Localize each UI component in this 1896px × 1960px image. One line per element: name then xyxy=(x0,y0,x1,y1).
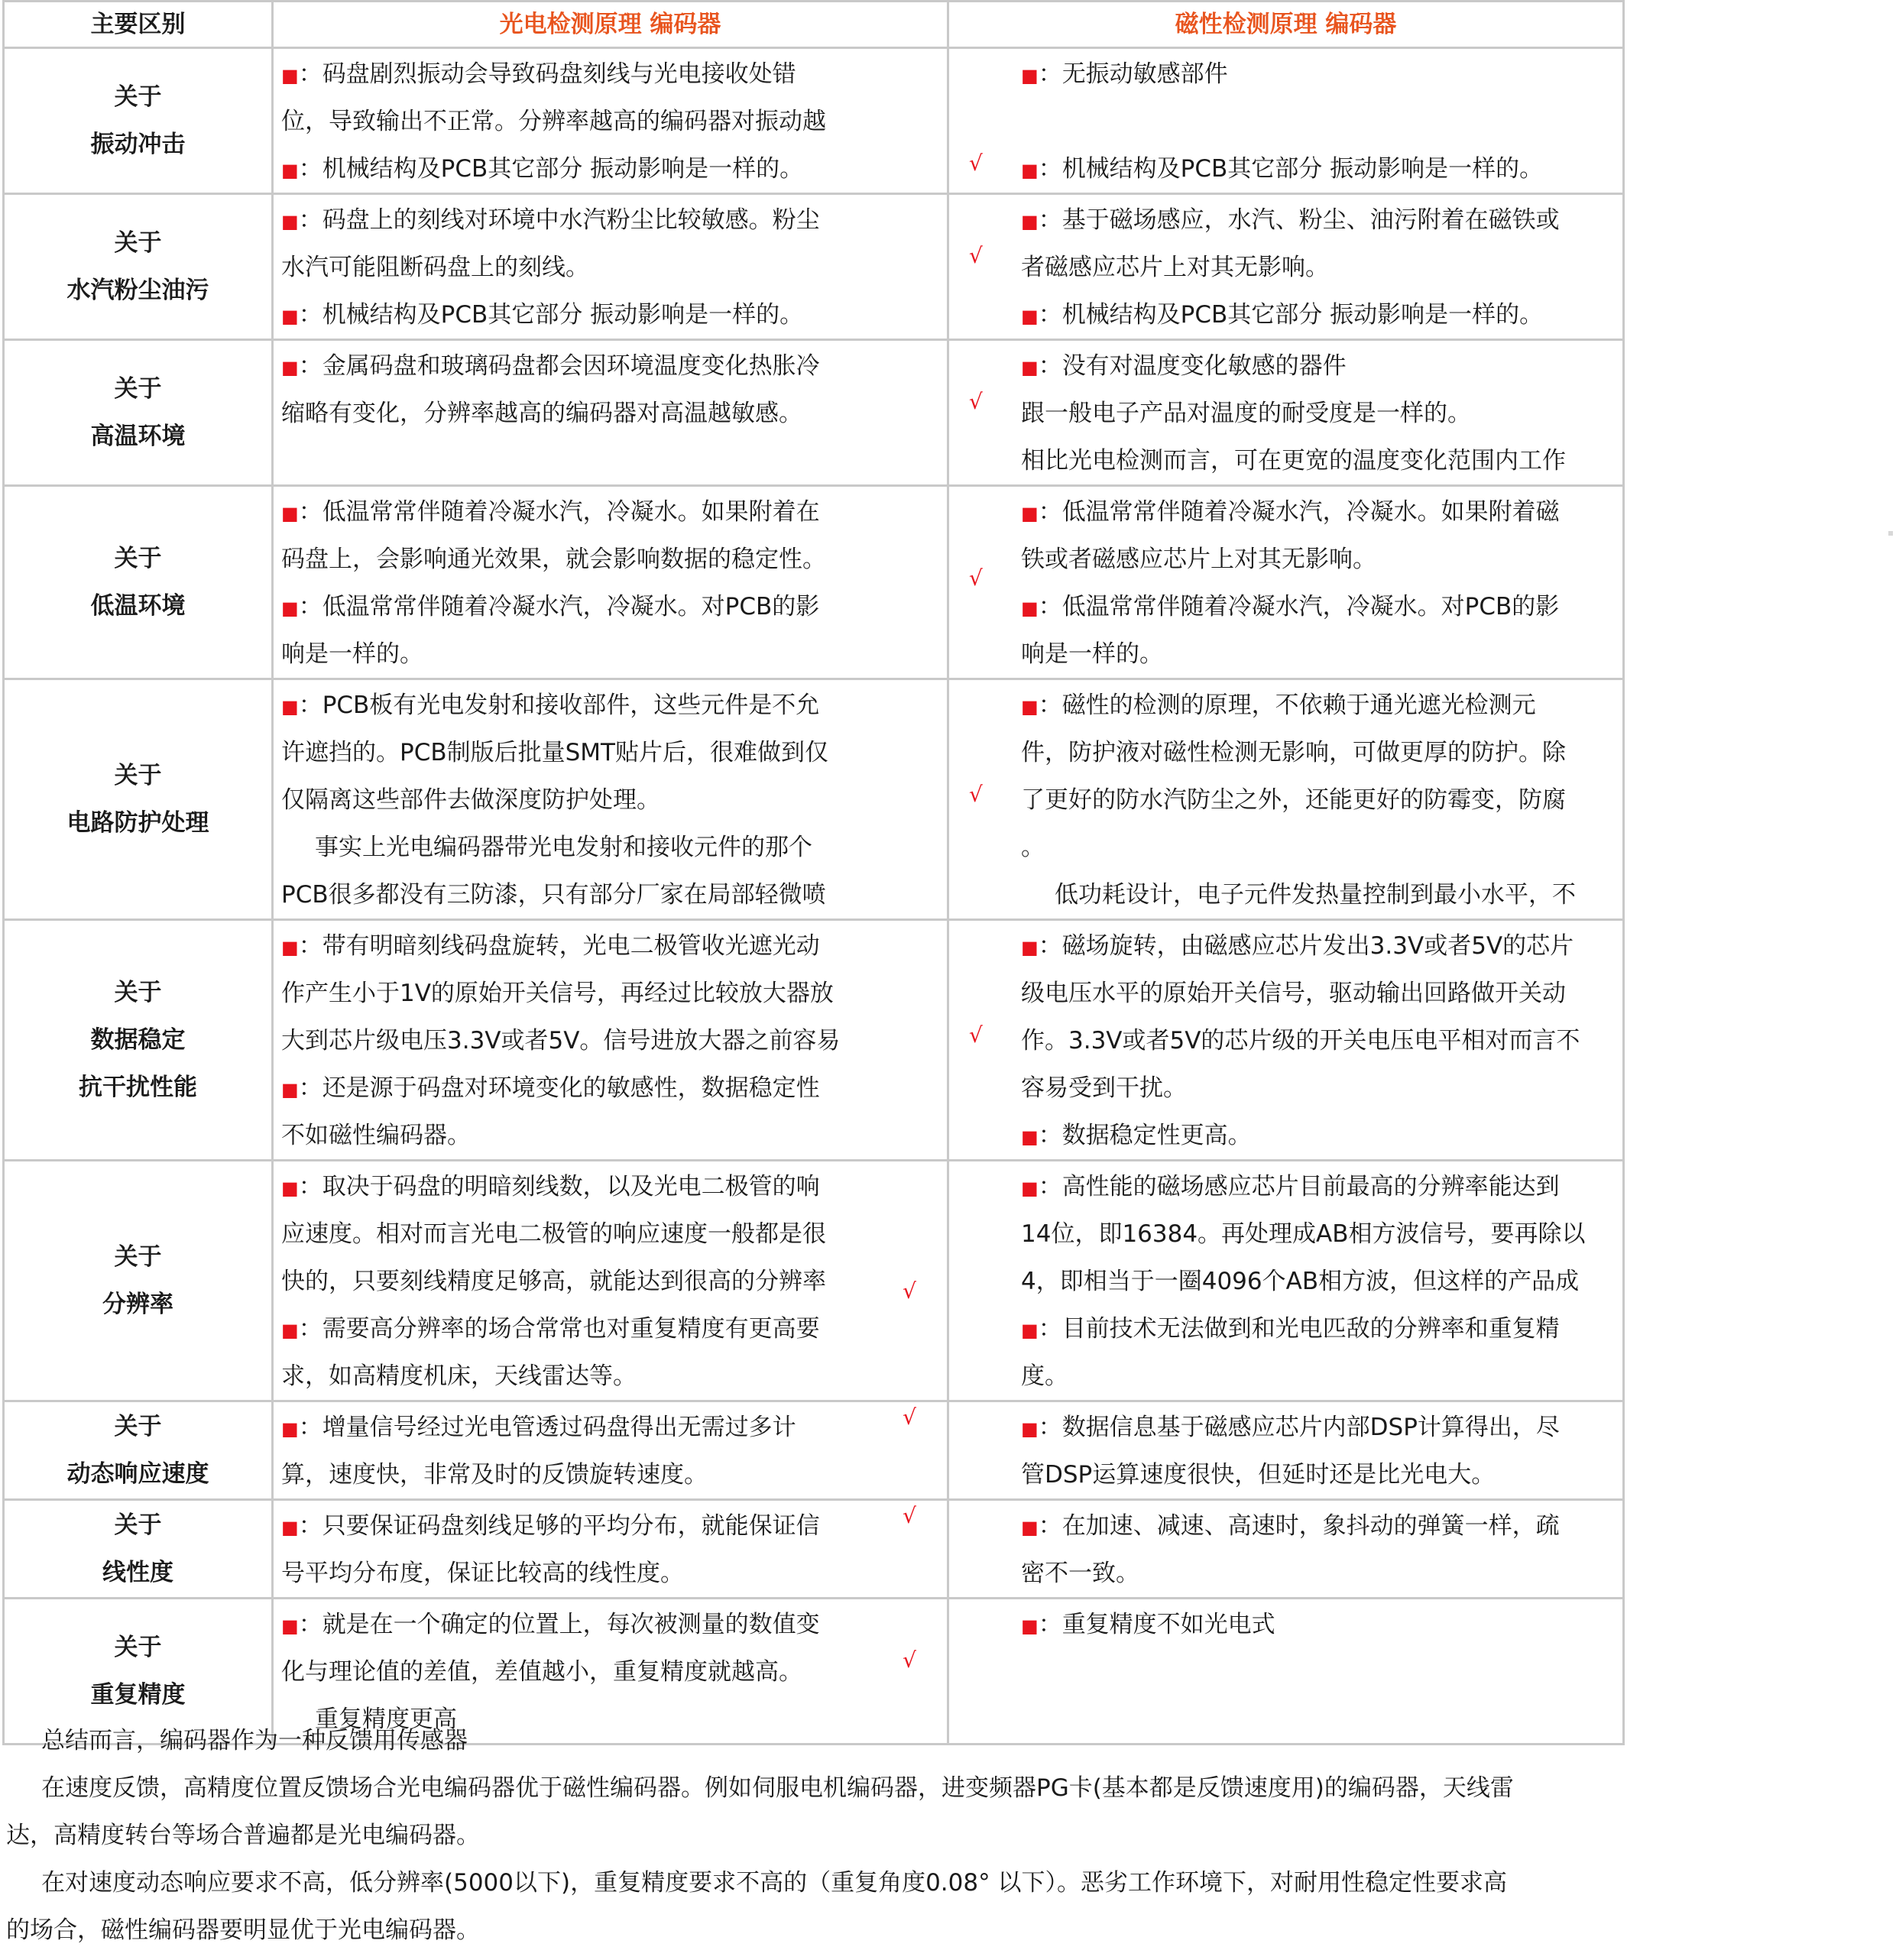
text-line xyxy=(1021,50,1615,98)
text-line xyxy=(281,1550,939,1597)
line-text: 高性能的磁场感应芯片目前最高的分辨率能达到 xyxy=(1061,1173,1560,1200)
line-text: 增量信号经过光电管透过码盘得出无需过多计 xyxy=(322,1414,796,1441)
colon: ： xyxy=(1038,593,1062,620)
line-text: 需要高分辨率的场合常常也对重复精度有更高要 xyxy=(322,1315,820,1343)
line-text: 14位，即16384。再处理成AB相方波信号，要再除以 xyxy=(1021,1220,1586,1248)
optical-cell xyxy=(273,1161,948,1401)
bullet-icon: ■ xyxy=(1021,696,1039,718)
colon: ： xyxy=(1038,1611,1062,1638)
bullet-icon: ■ xyxy=(1021,211,1039,232)
line-text: 号平均分布度，保证比较高的线性度。 xyxy=(281,1560,684,1587)
text-line xyxy=(1021,1353,1615,1400)
optical-cell xyxy=(273,194,948,340)
header-optical-cell xyxy=(273,2,948,48)
text-line xyxy=(281,488,939,536)
colon: ： xyxy=(298,692,322,719)
line-text: 级电压水平的原始开关信号，驱动输出回路做开关动 xyxy=(1021,980,1566,1007)
text-line xyxy=(281,970,939,1017)
line-text: 码盘剧烈振动会导致码盘刻线与光电接收处错 xyxy=(322,60,796,88)
text-line xyxy=(1021,630,1615,678)
line-text: 跟一般电子产品对温度的耐受度是一样的。 xyxy=(1021,400,1471,427)
colon: ： xyxy=(298,206,322,234)
line-text: 容易受到干扰。 xyxy=(1021,1074,1187,1102)
colon: ： xyxy=(298,155,322,183)
line-text: 磁性的检测的原理，不依赖于通光遮光检测元 xyxy=(1061,692,1536,719)
optical-text xyxy=(274,487,947,678)
table-row xyxy=(4,1161,1624,1401)
text-line xyxy=(281,98,939,145)
category-cell xyxy=(4,1401,273,1500)
line-text: 机械结构及PCB其它部分 振动影响是一样的。 xyxy=(322,301,804,329)
category-cell xyxy=(4,48,273,194)
bullet-icon: ■ xyxy=(1021,503,1039,524)
text-line xyxy=(281,824,939,871)
text-line xyxy=(281,1305,939,1353)
optical-cell xyxy=(273,340,948,486)
bullet-icon: ■ xyxy=(1021,1418,1039,1440)
line-text: 在加速、减速、高速时，象抖动的弹簧一样，疏 xyxy=(1061,1512,1560,1540)
header-main-label: 主要区别 xyxy=(90,11,186,38)
table-row xyxy=(4,194,1624,340)
text-line xyxy=(1021,970,1615,1017)
line-text: 铁或者磁感应芯片上对其无影响。 xyxy=(1021,546,1376,573)
magnetic-cell xyxy=(948,48,1624,194)
line-text: 只要保证码盘刻线足够的平均分布，就能保证信 xyxy=(322,1512,820,1540)
text-line xyxy=(281,1353,939,1400)
text-line xyxy=(1021,145,1615,193)
checkmark-icon: √ xyxy=(969,1022,983,1048)
magnetic-text xyxy=(949,1161,1622,1400)
text-line xyxy=(281,1451,939,1498)
bullet-icon: ■ xyxy=(281,65,299,86)
category-label: 关于 xyxy=(114,229,162,257)
table-row xyxy=(4,920,1624,1161)
colon: ： xyxy=(298,932,322,960)
text-line xyxy=(281,1404,939,1451)
summary-section xyxy=(6,1717,1626,1954)
summary-line: 达，高精度转台等场合普遍都是光电编码器。 xyxy=(6,1822,480,1849)
category-label: 动态响应速度 xyxy=(66,1460,209,1488)
line-text: 低温常常伴随着冷凝水汽，冷凝水。如果附着在 xyxy=(322,498,820,526)
line-text: 重复精度不如光电式 xyxy=(1061,1611,1275,1638)
category-label: 关于 xyxy=(114,545,162,572)
text-line xyxy=(1021,682,1615,729)
text-line xyxy=(1021,776,1615,824)
text-line xyxy=(1021,1112,1615,1159)
category-label: 关于 xyxy=(114,1413,162,1440)
magnetic-text xyxy=(949,1402,1622,1498)
category-cell xyxy=(4,920,273,1161)
line-text: 带有明暗刻线码盘旋转，光电二极管收光遮光动 xyxy=(322,932,820,960)
magnetic-cell xyxy=(948,679,1624,920)
bullet-icon: ■ xyxy=(1021,1517,1039,1538)
colon: ： xyxy=(1038,692,1062,719)
text-line xyxy=(281,1648,939,1696)
category-cell xyxy=(4,1500,273,1599)
category-label: 关于 xyxy=(114,1243,162,1271)
colon: ： xyxy=(298,498,322,526)
bullet-icon: ■ xyxy=(1021,357,1039,378)
line-text: 无振动敏感部件 xyxy=(1061,60,1228,88)
text-line xyxy=(281,776,939,824)
category-label: 抗干扰性能 xyxy=(79,1074,197,1101)
optical-text xyxy=(274,49,947,193)
text-line xyxy=(1021,871,1615,918)
category-cell xyxy=(4,486,273,679)
checkmark-icon: √ xyxy=(903,1503,916,1528)
category-cell xyxy=(4,1161,273,1401)
line-text: 求，如高精度机床，天线雷达等。 xyxy=(281,1362,637,1390)
line-text: 码盘上的刻线对环境中水汽粉尘比较敏感。粉尘 xyxy=(322,206,820,234)
bullet-icon: ■ xyxy=(1021,160,1039,181)
header-magnetic-label: 磁性检测原理 编码器 xyxy=(1175,11,1397,38)
checkmark-icon: √ xyxy=(903,1278,916,1304)
checkmark-icon: √ xyxy=(969,151,983,176)
text-line xyxy=(1021,437,1615,484)
magnetic-cell xyxy=(948,340,1624,486)
text-line xyxy=(281,922,939,970)
magnetic-text xyxy=(949,49,1622,193)
checkmark-icon: √ xyxy=(903,1647,916,1673)
category-label: 关于 xyxy=(114,1634,162,1661)
line-text: 密不一致。 xyxy=(1021,1560,1139,1587)
optical-text xyxy=(274,921,947,1159)
checkmark-icon: √ xyxy=(969,565,983,591)
magnetic-text xyxy=(949,341,1622,484)
table-row xyxy=(4,486,1624,679)
line-text: 件，防护液对磁性检测无影响，可做更厚的防护。除 xyxy=(1021,739,1566,766)
text-line xyxy=(281,1601,939,1648)
text-line xyxy=(281,291,939,339)
colon: ： xyxy=(298,301,322,329)
line-text: 大到芯片级电压3.3V或者5V。信号进放大器之前容易 xyxy=(281,1027,841,1055)
colon: ： xyxy=(298,593,322,620)
optical-text xyxy=(274,195,947,339)
text-line xyxy=(281,1210,939,1258)
magnetic-cell xyxy=(948,1401,1624,1500)
line-text: 仅隔离这些部件去做深度防护处理。 xyxy=(281,786,660,814)
text-line xyxy=(1021,1210,1615,1258)
text-line xyxy=(281,244,939,291)
bullet-icon: ■ xyxy=(1021,1615,1039,1637)
line-text: 低温常常伴随着冷凝水汽，冷凝水。如果附着磁 xyxy=(1061,498,1560,526)
bullet-icon: ■ xyxy=(1021,1320,1039,1341)
text-line xyxy=(1021,1451,1615,1498)
colon: ： xyxy=(298,1315,322,1343)
colon: ： xyxy=(298,1414,322,1441)
table-row xyxy=(4,1401,1624,1500)
optical-text xyxy=(274,1501,947,1597)
line-text: 者磁感应芯片上对其无影响。 xyxy=(1021,254,1329,281)
text-line xyxy=(281,1017,939,1064)
category-label: 水汽粉尘油污 xyxy=(66,277,209,304)
edge-dot-decoration xyxy=(1888,531,1893,536)
magnetic-cell xyxy=(948,1161,1624,1401)
line-text: PCB板有光电发射和接收部件，这些元件是不允 xyxy=(322,692,820,719)
magnetic-text xyxy=(949,195,1622,339)
optical-cell xyxy=(273,486,948,679)
checkmark-icon: √ xyxy=(969,389,983,414)
line-text: PCB很多都没有三防漆，只有部分厂家在局部轻微喷 xyxy=(281,881,826,909)
bullet-icon: ■ xyxy=(281,306,299,327)
bullet-icon: ■ xyxy=(281,160,299,181)
text-line xyxy=(1021,244,1615,291)
line-text: 快的，只要刻线精度足够高，就能达到很高的分辨率 xyxy=(281,1268,826,1295)
line-text: 低温常常伴随着冷凝水汽，冷凝水。对PCB的影 xyxy=(322,593,820,620)
text-line xyxy=(1021,98,1615,145)
summary-line: 在对速度动态响应要求不高，低分辨率(5000以下)，重复精度要求不高的（重复角度0.08° 以下）。恶劣工作环境下，对耐用性稳定性要求高 xyxy=(41,1869,1507,1897)
text-line xyxy=(281,583,939,630)
line-text: 。 xyxy=(1021,834,1045,861)
optical-cell xyxy=(273,1500,948,1599)
bullet-icon: ■ xyxy=(281,1320,299,1341)
summary-line: 总结而言，编码器作为一种反馈用传感器 xyxy=(41,1727,468,1754)
table-row xyxy=(4,48,1624,194)
colon: ： xyxy=(1038,352,1062,380)
summary-line: 在速度反馈，高精度位置反馈场合光电编码器优于磁性编码器。例如伺服电机编码器，进变频器PG卡(基本都是反馈速度用)的编码器，天线雷 xyxy=(41,1774,1514,1802)
text-line xyxy=(281,196,939,244)
line-text: 化与理论值的差值，差值越小，重复精度就越高。 xyxy=(281,1658,802,1686)
text-line xyxy=(1021,1305,1615,1353)
line-text: 许遮挡的。PCB制版后批量SMT贴片后，很难做到仅 xyxy=(281,739,828,766)
text-line xyxy=(281,1112,939,1159)
category-label: 低温环境 xyxy=(90,592,186,620)
text-line xyxy=(281,1064,939,1112)
bullet-icon: ■ xyxy=(1021,65,1039,86)
colon: ： xyxy=(1038,206,1062,234)
bullet-icon: ■ xyxy=(281,503,299,524)
text-line xyxy=(281,1502,939,1550)
text-line xyxy=(1021,536,1615,583)
colon: ： xyxy=(1038,1414,1062,1441)
text-line xyxy=(1021,1502,1615,1550)
comparison-table xyxy=(2,0,1625,1745)
line-text: 相比光电检测而言，可在更宽的温度变化范围内工作 xyxy=(1021,447,1566,475)
bullet-icon: ■ xyxy=(281,1517,299,1538)
category-label: 关于 xyxy=(114,375,162,403)
header-main-cell xyxy=(4,2,273,48)
optical-text xyxy=(274,1402,947,1498)
summary-line: 的场合，磁性编码器要明显优于光电编码器。 xyxy=(6,1916,480,1944)
line-text: 响是一样的。 xyxy=(281,640,423,668)
text-line xyxy=(281,390,939,437)
text-line xyxy=(1021,1258,1615,1305)
table-row xyxy=(4,679,1624,920)
text-line xyxy=(281,145,939,193)
magnetic-text xyxy=(949,1501,1622,1597)
text-line xyxy=(1021,1404,1615,1451)
magnetic-cell xyxy=(948,1500,1624,1599)
text-line xyxy=(1021,1601,1615,1648)
category-label: 分辨率 xyxy=(102,1291,173,1318)
bullet-icon: ■ xyxy=(1021,1178,1039,1199)
line-text: 码盘上，会影响通光效果，就会影响数据的稳定性。 xyxy=(281,546,826,573)
line-text: 基于磁场感应，水汽、粉尘、油污附着在磁铁或 xyxy=(1061,206,1560,234)
text-line xyxy=(1021,342,1615,390)
text-line xyxy=(1021,824,1615,871)
colon: ： xyxy=(298,60,322,88)
line-text: 低温常常伴随着冷凝水汽，冷凝水。对PCB的影 xyxy=(1061,593,1560,620)
magnetic-cell xyxy=(948,486,1624,679)
colon: ： xyxy=(298,352,322,380)
category-label: 关于 xyxy=(114,979,162,1006)
colon: ： xyxy=(1038,1315,1062,1343)
line-text: 没有对温度变化敏感的器件 xyxy=(1061,352,1347,380)
table-row xyxy=(4,1500,1624,1599)
bullet-icon: ■ xyxy=(1021,598,1039,619)
colon: ： xyxy=(298,1512,322,1540)
text-line xyxy=(1021,583,1615,630)
text-line xyxy=(281,1163,939,1210)
magnetic-text xyxy=(949,487,1622,678)
colon: ： xyxy=(298,1074,322,1102)
line-text: 事实上光电编码器带光电发射和接收元件的那个 xyxy=(315,834,812,861)
header-magnetic-cell xyxy=(948,2,1624,48)
text-line xyxy=(1021,1017,1615,1064)
checkmark-icon: √ xyxy=(903,1404,916,1430)
line-text: 作产生小于1V的原始开关信号，再经过比较放大器放 xyxy=(281,980,834,1007)
text-line xyxy=(281,682,939,729)
optical-cell xyxy=(273,1401,948,1500)
category-label: 线性度 xyxy=(102,1559,173,1586)
line-text: 算，速度快，非常及时的反馈旋转速度。 xyxy=(281,1461,708,1489)
magnetic-text xyxy=(949,680,1622,918)
text-line xyxy=(1021,1550,1615,1597)
line-text: 机械结构及PCB其它部分 振动影响是一样的。 xyxy=(1061,301,1544,329)
category-label: 电路防护处理 xyxy=(66,809,209,837)
text-line xyxy=(281,342,939,390)
magnetic-text xyxy=(949,921,1622,1159)
category-label: 关于 xyxy=(114,1511,162,1539)
text-line xyxy=(1021,729,1615,776)
bullet-icon: ■ xyxy=(1021,937,1039,958)
line-text: 水汽可能阻断码盘上的刻线。 xyxy=(281,254,589,281)
line-text: 低功耗设计，电子元件发热量控制到最小水平，不 xyxy=(1055,881,1576,909)
line-text: 金属码盘和玻璃码盘都会因环境温度变化热胀冷 xyxy=(322,352,820,380)
bullet-icon: ■ xyxy=(281,1418,299,1440)
line-text: 磁场旋转，由磁感应芯片发出3.3V或者5V的芯片 xyxy=(1061,932,1574,960)
line-text: 了更好的防水汽防尘之外，还能更好的防霉变，防腐 xyxy=(1021,786,1566,814)
header-optical-label: 光电检测原理 编码器 xyxy=(499,11,721,38)
bullet-icon: ■ xyxy=(1021,1126,1039,1148)
bullet-icon: ■ xyxy=(281,211,299,232)
colon: ： xyxy=(1038,60,1062,88)
text-line xyxy=(281,729,939,776)
text-line xyxy=(1021,390,1615,437)
text-line xyxy=(1021,1064,1615,1112)
line-text: 重复精度更高 xyxy=(315,1706,457,1733)
bullet-icon: ■ xyxy=(281,696,299,718)
line-text: 数据信息基于磁感应芯片内部DSP计算得出，尽 xyxy=(1061,1414,1560,1441)
category-label: 振动冲击 xyxy=(90,131,186,158)
optical-cell xyxy=(273,920,948,1161)
text-line xyxy=(1021,1163,1615,1210)
line-text: 目前技术无法做到和光电匹敌的分辨率和重复精 xyxy=(1061,1315,1560,1343)
magnetic-text xyxy=(949,1599,1622,1648)
line-text: 缩略有变化，分辨率越高的编码器对高温越敏感。 xyxy=(281,400,802,427)
bullet-icon: ■ xyxy=(281,1079,299,1100)
category-cell xyxy=(4,194,273,340)
line-text: 作。3.3V或者5V的芯片级的开关电压电平相对而言不 xyxy=(1021,1027,1580,1055)
bullet-icon: ■ xyxy=(281,937,299,958)
text-line xyxy=(1021,922,1615,970)
colon: ： xyxy=(1038,498,1062,526)
line-text: 位，导致输出不正常。分辨率越高的编码器对振动越 xyxy=(281,108,826,135)
table-row xyxy=(4,340,1624,486)
text-line xyxy=(1021,291,1615,339)
category-label: 关于 xyxy=(114,83,162,111)
category-cell xyxy=(4,340,273,486)
line-text: 4，即相当于一圈4096个AB相方波，但这样的产品成 xyxy=(1021,1268,1580,1295)
colon: ： xyxy=(1038,1512,1062,1540)
text-line xyxy=(281,630,939,678)
line-text: 不如磁性编码器。 xyxy=(281,1122,471,1149)
line-text: 响是一样的。 xyxy=(1021,640,1163,668)
optical-text xyxy=(274,1161,947,1400)
header-row xyxy=(4,2,1624,48)
colon: ： xyxy=(1038,932,1062,960)
optical-cell xyxy=(273,679,948,920)
colon: ： xyxy=(1038,1173,1062,1200)
colon: ： xyxy=(1038,155,1062,183)
text-line xyxy=(281,871,939,918)
text-line xyxy=(1021,196,1615,244)
line-text: 度。 xyxy=(1021,1362,1068,1390)
checkmark-icon: √ xyxy=(969,782,983,807)
optical-text xyxy=(274,680,947,918)
line-text: 还是源于码盘对环境变化的敏感性，数据稳定性 xyxy=(322,1074,820,1102)
colon: ： xyxy=(1038,301,1062,329)
checkmark-icon: √ xyxy=(969,243,983,268)
category-label: 关于 xyxy=(114,762,162,789)
line-text: 机械结构及PCB其它部分 振动影响是一样的。 xyxy=(1061,155,1544,183)
text-line xyxy=(281,536,939,583)
bullet-icon: ■ xyxy=(281,357,299,378)
category-label: 重复精度 xyxy=(90,1681,186,1709)
line-text: 应速度。相对而言光电二极管的响应速度一般都是很 xyxy=(281,1220,826,1248)
line-text: 机械结构及PCB其它部分 振动影响是一样的。 xyxy=(322,155,804,183)
bullet-icon: ■ xyxy=(1021,306,1039,327)
line-text: 取决于码盘的明暗刻线数，以及光电二极管的响 xyxy=(322,1173,820,1200)
colon: ： xyxy=(298,1611,322,1638)
magnetic-cell xyxy=(948,194,1624,340)
colon: ： xyxy=(1038,1122,1062,1149)
colon: ： xyxy=(298,1173,322,1200)
optical-cell xyxy=(273,48,948,194)
text-line xyxy=(1021,488,1615,536)
text-line xyxy=(281,1258,939,1305)
line-text: 数据稳定性更高。 xyxy=(1061,1122,1252,1149)
line-text: 就是在一个确定的位置上，每次被测量的数值变 xyxy=(322,1611,820,1638)
bullet-icon: ■ xyxy=(281,1615,299,1637)
text-line xyxy=(281,50,939,98)
category-label: 高温环境 xyxy=(90,423,186,450)
optical-text xyxy=(274,341,947,437)
category-label: 数据稳定 xyxy=(90,1026,186,1054)
line-text: 管DSP运算速度很快，但延时还是比光电大。 xyxy=(1021,1461,1496,1489)
magnetic-cell xyxy=(948,920,1624,1161)
bullet-icon: ■ xyxy=(281,598,299,619)
category-cell xyxy=(4,679,273,920)
bullet-icon: ■ xyxy=(281,1178,299,1199)
